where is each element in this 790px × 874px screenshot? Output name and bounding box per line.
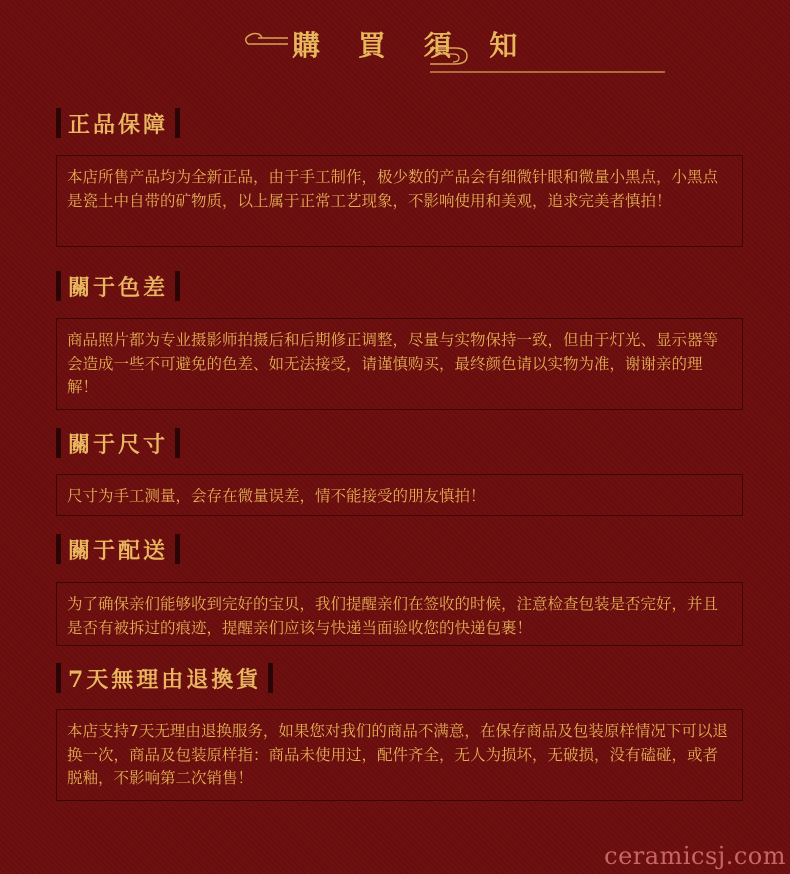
section-title: 關于配送 [68, 537, 169, 564]
section-body-returns [56, 709, 743, 801]
section-title: 7天無理由退換貨 [68, 666, 262, 693]
section-text: 本店所售产品均为全新正品，由于手工制作，极少数的产品会有细微针眼和微量小黑点，小黑点是瓷土中自带的矿物质，以上属于正常工艺现象，不影响使用和美观，追求完美者慎拍！ [67, 168, 719, 210]
section-title: 關于尺寸 [68, 431, 169, 458]
page-title-banner [240, 20, 670, 80]
section-heading-size [56, 428, 180, 458]
section-title: 關于色差 [68, 274, 169, 301]
section-title: 正品保障 [68, 111, 169, 138]
section-heading-returns [56, 663, 273, 693]
section-body-delivery [56, 582, 743, 646]
section-body-authentic [56, 155, 743, 247]
section-heading-delivery [56, 534, 180, 564]
section-heading-color [56, 271, 180, 301]
section-body-size [56, 474, 743, 516]
watermark: ceramicsj.com [604, 842, 786, 870]
section-text: 本店支持7天无理由退换服务，如果您对我们的商品不满意，在保存商品及包装原样情况下可以退换一次，商品及包装原样指：商品未使用过，配件齐全，无人为损坏，无破损，没有磕碰，或者脱釉，不影响第二次销售！ [67, 722, 728, 787]
section-text: 商品照片都为专业摄影师拍摄后和后期修正调整，尽量与实物保持一致，但由于灯光、显示器等会造成一些不可避免的色差、如无法接受，请谨慎购买，最终颜色请以实物为准，谢谢亲的理解！ [67, 331, 719, 396]
section-text: 为了确保亲们能够收到完好的宝贝，我们提醒亲们在签收的时候，注意检查包装是否完好，并且是否有被拆过的痕迹，提醒亲们应该与快递当面验收您的快递包裹！ [67, 595, 719, 637]
section-text: 尺寸为手工测量，会存在微量误差，情不能接受的朋友慎拍！ [67, 487, 486, 505]
section-heading-authentic [56, 108, 180, 138]
page-title: 購 買 須 知 [292, 29, 532, 62]
section-body-color [56, 318, 743, 410]
